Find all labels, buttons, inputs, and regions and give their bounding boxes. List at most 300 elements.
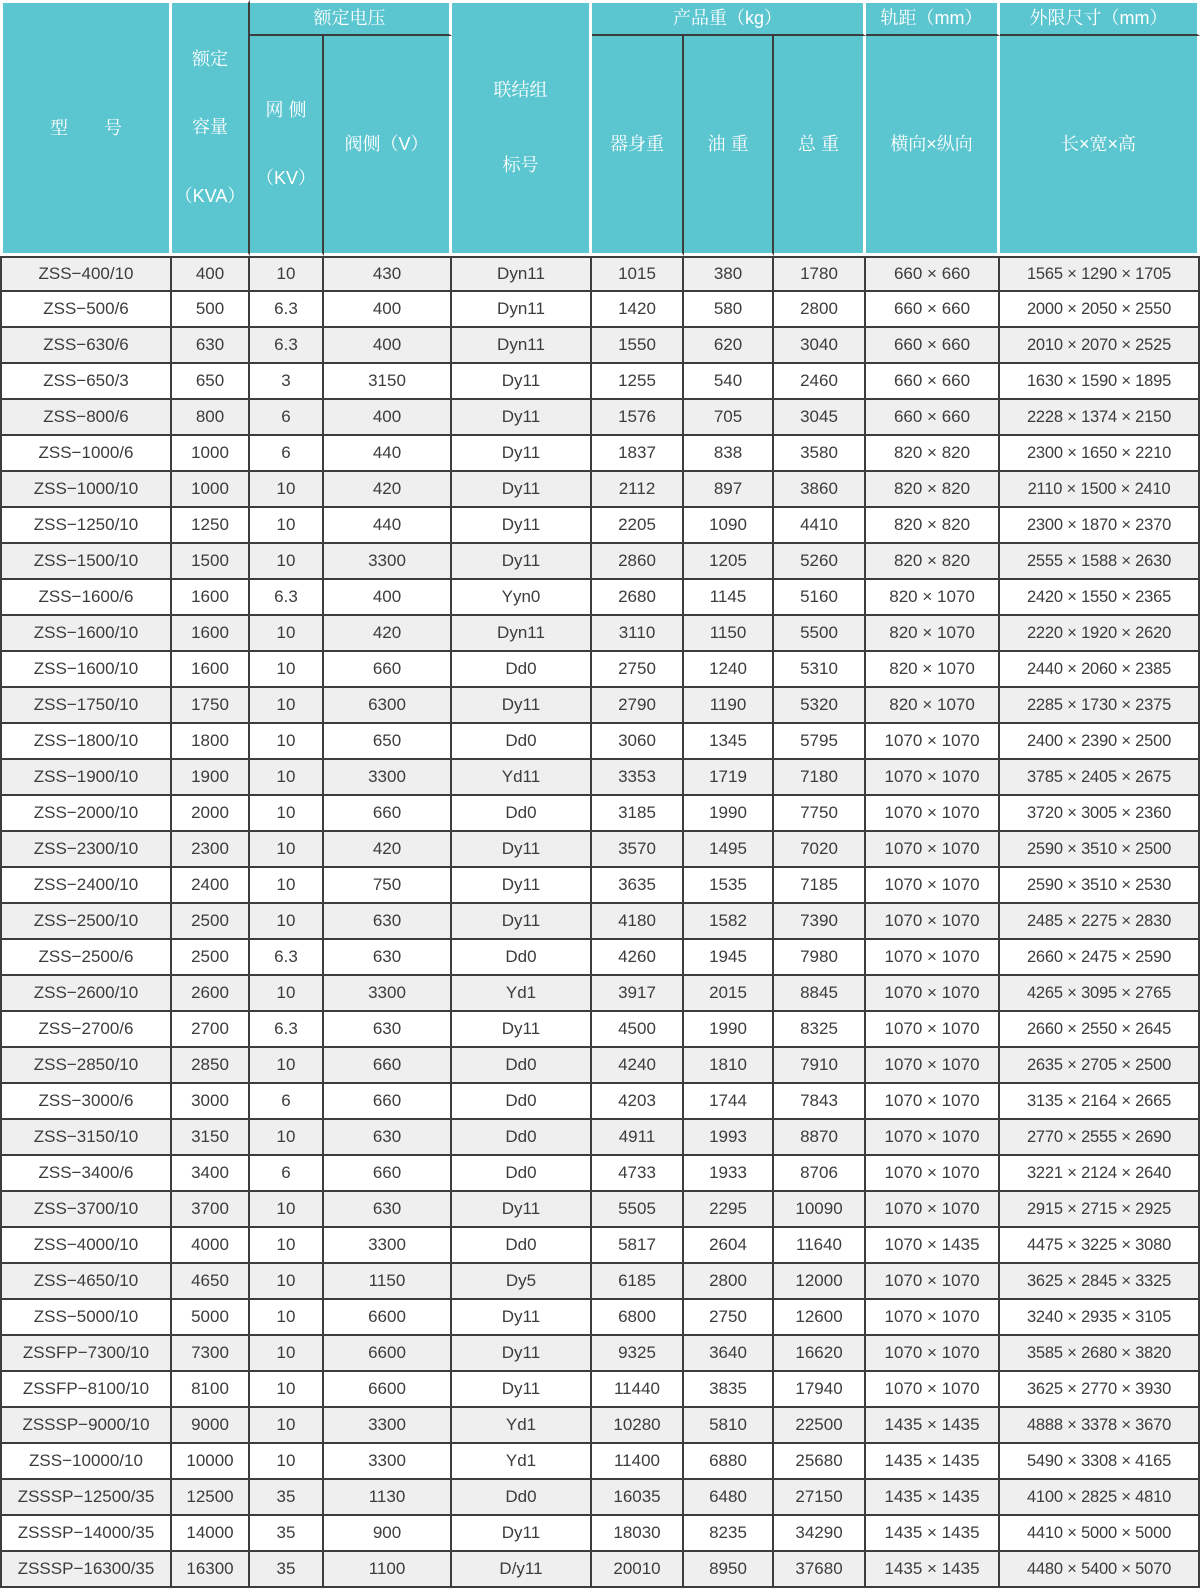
cell-connection-group: D/y11	[452, 1552, 592, 1588]
cell-valve-side-v: 6300	[324, 688, 452, 724]
cell-total-weight: 5310	[774, 652, 866, 688]
cell-outline-dimensions: 4888 × 3378 × 3670	[1000, 1408, 1200, 1444]
cell-valve-side-v: 3150	[324, 364, 452, 400]
cell-outline-dimensions: 4410 × 5000 × 5000	[1000, 1516, 1200, 1552]
cell-valve-side-v: 400	[324, 580, 452, 616]
cell-grid-side-kv: 6.3	[250, 580, 324, 616]
cell-oil-weight: 1495	[684, 832, 774, 868]
cell-connection-group: Dd0	[452, 1084, 592, 1120]
cell-model: ZSS−1600/10	[0, 616, 172, 652]
cell-model: ZSS−5000/10	[0, 1300, 172, 1336]
cell-oil-weight: 1582	[684, 904, 774, 940]
cell-rated-capacity: 500	[172, 292, 250, 328]
cell-rated-capacity: 4650	[172, 1264, 250, 1300]
cell-outline-dimensions: 3240 × 2935 × 3105	[1000, 1300, 1200, 1336]
cell-total-weight: 3860	[774, 472, 866, 508]
cell-connection-group: Dy11	[452, 904, 592, 940]
cell-outline-dimensions: 2300 × 1650 × 2210	[1000, 436, 1200, 472]
cell-rated-capacity: 1000	[172, 472, 250, 508]
cell-model: ZSS−3000/6	[0, 1084, 172, 1120]
cell-oil-weight: 1150	[684, 616, 774, 652]
cell-model: ZSS−1000/10	[0, 472, 172, 508]
cell-rated-capacity: 2600	[172, 976, 250, 1012]
cell-outline-dimensions: 2660 × 2475 × 2590	[1000, 940, 1200, 976]
cell-track-gauge: 660 × 660	[866, 292, 1000, 328]
table-row	[0, 292, 1200, 328]
cell-rated-capacity: 1750	[172, 688, 250, 724]
cell-track-gauge: 820 × 820	[866, 544, 1000, 580]
cell-track-gauge: 1435 × 1435	[866, 1408, 1000, 1444]
table-row	[0, 508, 1200, 544]
cell-grid-side-kv: 10	[250, 688, 324, 724]
cell-model: ZSS−1250/10	[0, 508, 172, 544]
cell-valve-side-v: 650	[324, 724, 452, 760]
cell-outline-dimensions: 2220 × 1920 × 2620	[1000, 616, 1200, 652]
cell-valve-side-v: 3300	[324, 760, 452, 796]
cell-track-gauge: 1070 × 1070	[866, 1120, 1000, 1156]
cell-oil-weight: 2750	[684, 1300, 774, 1336]
cell-valve-side-v: 750	[324, 868, 452, 904]
cell-total-weight: 17940	[774, 1372, 866, 1408]
cell-connection-group: Dy11	[452, 400, 592, 436]
cell-track-gauge: 1435 × 1435	[866, 1516, 1000, 1552]
table-row	[0, 1012, 1200, 1048]
cell-outline-dimensions: 2590 × 3510 × 2500	[1000, 832, 1200, 868]
cell-connection-group: Dy11	[452, 1372, 592, 1408]
cell-grid-side-kv: 6	[250, 1156, 324, 1192]
cell-model: ZSS−800/6	[0, 400, 172, 436]
cell-rated-capacity: 3000	[172, 1084, 250, 1120]
cell-model: ZSS−2700/6	[0, 1012, 172, 1048]
cell-valve-side-v: 420	[324, 616, 452, 652]
cell-grid-side-kv: 6.3	[250, 940, 324, 976]
cell-rated-capacity: 400	[172, 256, 250, 292]
cell-connection-group: Dy11	[452, 364, 592, 400]
cell-oil-weight: 1205	[684, 544, 774, 580]
table-row	[0, 1372, 1200, 1408]
header-gauge-sub: 横向×纵向	[866, 36, 1000, 256]
cell-connection-group: Dy11	[452, 832, 592, 868]
cell-rated-capacity: 1900	[172, 760, 250, 796]
cell-rated-capacity: 5000	[172, 1300, 250, 1336]
cell-rated-capacity: 2500	[172, 940, 250, 976]
cell-rated-capacity: 1250	[172, 508, 250, 544]
cell-total-weight: 16620	[774, 1336, 866, 1372]
cell-model: ZSS−1900/10	[0, 760, 172, 796]
cell-body-weight: 18030	[592, 1516, 684, 1552]
cell-body-weight: 2860	[592, 544, 684, 580]
cell-oil-weight: 1190	[684, 688, 774, 724]
cell-rated-capacity: 9000	[172, 1408, 250, 1444]
cell-connection-group: Dd0	[452, 724, 592, 760]
cell-model: ZSS−500/6	[0, 292, 172, 328]
table-row	[0, 400, 1200, 436]
cell-valve-side-v: 630	[324, 1012, 452, 1048]
cell-connection-group: Yd11	[452, 760, 592, 796]
header-total-weight: 总 重	[774, 36, 866, 256]
cell-model: ZSS−1800/10	[0, 724, 172, 760]
cell-outline-dimensions: 2440 × 2060 × 2385	[1000, 652, 1200, 688]
cell-connection-group: Dy5	[452, 1264, 592, 1300]
cell-outline-dimensions: 4480 × 5400 × 5070	[1000, 1552, 1200, 1588]
header-track-gauge-group: 轨距（mm）	[866, 0, 1000, 36]
cell-outline-dimensions: 4475 × 3225 × 3080	[1000, 1228, 1200, 1264]
cell-model: ZSSSP−14000/35	[0, 1516, 172, 1552]
header-connection-line1: 联结组	[493, 80, 548, 101]
cell-valve-side-v: 400	[324, 400, 452, 436]
cell-track-gauge: 820 × 1070	[866, 616, 1000, 652]
cell-track-gauge: 1070 × 1070	[866, 1012, 1000, 1048]
cell-total-weight: 7390	[774, 904, 866, 940]
cell-track-gauge: 1070 × 1070	[866, 868, 1000, 904]
table-row	[0, 1156, 1200, 1192]
cell-track-gauge: 1070 × 1070	[866, 1156, 1000, 1192]
table-row	[0, 976, 1200, 1012]
header-rated-capacity-line1: 额定	[192, 49, 228, 69]
cell-track-gauge: 1070 × 1070	[866, 1264, 1000, 1300]
cell-model: ZSS−2850/10	[0, 1048, 172, 1084]
cell-grid-side-kv: 10	[250, 1372, 324, 1408]
cell-outline-dimensions: 2400 × 2390 × 2500	[1000, 724, 1200, 760]
cell-body-weight: 5505	[592, 1192, 684, 1228]
cell-model: ZSS−3150/10	[0, 1120, 172, 1156]
cell-total-weight: 5260	[774, 544, 866, 580]
cell-valve-side-v: 630	[324, 940, 452, 976]
cell-rated-capacity: 2400	[172, 868, 250, 904]
cell-outline-dimensions: 1565 × 1290 × 1705	[1000, 256, 1200, 292]
cell-oil-weight: 6880	[684, 1444, 774, 1480]
table-row	[0, 436, 1200, 472]
table-row	[0, 328, 1200, 364]
cell-oil-weight: 1535	[684, 868, 774, 904]
cell-body-weight: 10280	[592, 1408, 684, 1444]
cell-connection-group: Dy11	[452, 868, 592, 904]
cell-valve-side-v: 630	[324, 904, 452, 940]
cell-valve-side-v: 6600	[324, 1336, 452, 1372]
cell-total-weight: 10090	[774, 1192, 866, 1228]
cell-connection-group: Dy11	[452, 472, 592, 508]
cell-valve-side-v: 660	[324, 1048, 452, 1084]
cell-rated-capacity: 3400	[172, 1156, 250, 1192]
cell-body-weight: 4260	[592, 940, 684, 976]
cell-model: ZSS−2400/10	[0, 868, 172, 904]
cell-body-weight: 6185	[592, 1264, 684, 1300]
cell-track-gauge: 1070 × 1070	[866, 976, 1000, 1012]
cell-track-gauge: 820 × 1070	[866, 652, 1000, 688]
cell-connection-group: Dd0	[452, 652, 592, 688]
cell-total-weight: 37680	[774, 1552, 866, 1588]
cell-oil-weight: 5810	[684, 1408, 774, 1444]
cell-rated-capacity: 2850	[172, 1048, 250, 1084]
cell-rated-capacity: 1000	[172, 436, 250, 472]
cell-connection-group: Dyn11	[452, 328, 592, 364]
cell-outline-dimensions: 2635 × 2705 × 2500	[1000, 1048, 1200, 1084]
cell-track-gauge: 660 × 660	[866, 256, 1000, 292]
cell-valve-side-v: 660	[324, 1084, 452, 1120]
cell-connection-group: Dyn11	[452, 292, 592, 328]
cell-rated-capacity: 16300	[172, 1552, 250, 1588]
cell-connection-group: Dy11	[452, 688, 592, 724]
cell-total-weight: 3580	[774, 436, 866, 472]
cell-body-weight: 4733	[592, 1156, 684, 1192]
cell-track-gauge: 1070 × 1070	[866, 940, 1000, 976]
cell-outline-dimensions: 5490 × 3308 × 4165	[1000, 1444, 1200, 1480]
cell-rated-capacity: 2700	[172, 1012, 250, 1048]
cell-total-weight: 27150	[774, 1480, 866, 1516]
cell-total-weight: 5320	[774, 688, 866, 724]
cell-grid-side-kv: 10	[250, 256, 324, 292]
cell-oil-weight: 1744	[684, 1084, 774, 1120]
cell-total-weight: 7185	[774, 868, 866, 904]
cell-model: ZSS−400/10	[0, 256, 172, 292]
table-row	[0, 1084, 1200, 1120]
cell-body-weight: 3060	[592, 724, 684, 760]
header-connection-line2: 标号	[502, 154, 539, 175]
cell-total-weight: 7980	[774, 940, 866, 976]
cell-grid-side-kv: 10	[250, 652, 324, 688]
cell-model: ZSS−1600/6	[0, 580, 172, 616]
cell-grid-side-kv: 10	[250, 1444, 324, 1480]
cell-body-weight: 9325	[592, 1336, 684, 1372]
header-model: 型 号	[0, 0, 172, 256]
cell-outline-dimensions: 3135 × 2164 × 2665	[1000, 1084, 1200, 1120]
cell-connection-group: Dy11	[452, 1516, 592, 1552]
cell-oil-weight: 838	[684, 436, 774, 472]
cell-rated-capacity: 1800	[172, 724, 250, 760]
table-row	[0, 724, 1200, 760]
cell-oil-weight: 705	[684, 400, 774, 436]
cell-oil-weight: 2800	[684, 1264, 774, 1300]
cell-outline-dimensions: 2010 × 2070 × 2525	[1000, 328, 1200, 364]
cell-valve-side-v: 900	[324, 1516, 452, 1552]
header-grid-side-line1: 网 侧	[265, 99, 307, 120]
cell-grid-side-kv: 6	[250, 1084, 324, 1120]
cell-connection-group: Dy11	[452, 1336, 592, 1372]
cell-connection-group: Dd0	[452, 940, 592, 976]
table-row	[0, 940, 1200, 976]
cell-body-weight: 20010	[592, 1552, 684, 1588]
cell-total-weight: 3040	[774, 328, 866, 364]
cell-connection-group: Dyn11	[452, 616, 592, 652]
cell-connection-group: Dyn11	[452, 256, 592, 292]
cell-outline-dimensions: 2660 × 2550 × 2645	[1000, 1012, 1200, 1048]
cell-valve-side-v: 420	[324, 472, 452, 508]
cell-model: ZSSFP−7300/10	[0, 1336, 172, 1372]
cell-total-weight: 34290	[774, 1516, 866, 1552]
table-row	[0, 616, 1200, 652]
cell-body-weight: 4500	[592, 1012, 684, 1048]
cell-model: ZSS−630/6	[0, 328, 172, 364]
cell-outline-dimensions: 3585 × 2680 × 3820	[1000, 1336, 1200, 1372]
cell-body-weight: 3570	[592, 832, 684, 868]
cell-model: ZSSFP−8100/10	[0, 1372, 172, 1408]
cell-track-gauge: 1070 × 1070	[866, 1192, 1000, 1228]
cell-body-weight: 1837	[592, 436, 684, 472]
cell-body-weight: 4240	[592, 1048, 684, 1084]
cell-body-weight: 3917	[592, 976, 684, 1012]
cell-body-weight: 2112	[592, 472, 684, 508]
cell-total-weight: 8706	[774, 1156, 866, 1192]
cell-rated-capacity: 650	[172, 364, 250, 400]
table-row	[0, 1480, 1200, 1516]
cell-track-gauge: 820 × 820	[866, 472, 1000, 508]
cell-oil-weight: 2604	[684, 1228, 774, 1264]
cell-total-weight: 25680	[774, 1444, 866, 1480]
cell-grid-side-kv: 6.3	[250, 328, 324, 364]
cell-total-weight: 22500	[774, 1408, 866, 1444]
header-outline-dims-group: 外限尺寸（mm）	[1000, 0, 1200, 36]
cell-track-gauge: 1070 × 1070	[866, 1372, 1000, 1408]
cell-rated-capacity: 4000	[172, 1228, 250, 1264]
cell-rated-capacity: 1600	[172, 580, 250, 616]
cell-rated-capacity: 2300	[172, 832, 250, 868]
cell-valve-side-v: 660	[324, 1156, 452, 1192]
cell-oil-weight: 1145	[684, 580, 774, 616]
cell-rated-capacity: 1500	[172, 544, 250, 580]
cell-grid-side-kv: 10	[250, 1120, 324, 1156]
cell-rated-capacity: 2500	[172, 904, 250, 940]
cell-rated-capacity: 14000	[172, 1516, 250, 1552]
cell-valve-side-v: 440	[324, 436, 452, 472]
table-row	[0, 544, 1200, 580]
header-dims-sub: 长×宽×高	[1000, 36, 1200, 256]
table-row	[0, 256, 1200, 292]
cell-track-gauge: 820 × 1070	[866, 580, 1000, 616]
cell-rated-capacity: 800	[172, 400, 250, 436]
cell-outline-dimensions: 2770 × 2555 × 2690	[1000, 1120, 1200, 1156]
cell-oil-weight: 1090	[684, 508, 774, 544]
cell-body-weight: 3635	[592, 868, 684, 904]
cell-rated-capacity: 3700	[172, 1192, 250, 1228]
cell-outline-dimensions: 2555 × 1588 × 2630	[1000, 544, 1200, 580]
cell-valve-side-v: 3300	[324, 976, 452, 1012]
header-product-weight-group: 产品重（kg）	[592, 0, 866, 36]
cell-grid-side-kv: 3	[250, 364, 324, 400]
table-row	[0, 688, 1200, 724]
cell-valve-side-v: 3300	[324, 1444, 452, 1480]
cell-total-weight: 8845	[774, 976, 866, 1012]
cell-total-weight: 7843	[774, 1084, 866, 1120]
table-row	[0, 472, 1200, 508]
cell-grid-side-kv: 10	[250, 976, 324, 1012]
cell-model: ZSS−1000/6	[0, 436, 172, 472]
cell-oil-weight: 1240	[684, 652, 774, 688]
cell-connection-group: Dy11	[452, 1012, 592, 1048]
cell-outline-dimensions: 3221 × 2124 × 2640	[1000, 1156, 1200, 1192]
cell-track-gauge: 1070 × 1070	[866, 1048, 1000, 1084]
cell-track-gauge: 820 × 820	[866, 508, 1000, 544]
cell-grid-side-kv: 10	[250, 544, 324, 580]
cell-body-weight: 3110	[592, 616, 684, 652]
cell-valve-side-v: 1130	[324, 1480, 452, 1516]
cell-oil-weight: 1990	[684, 1012, 774, 1048]
cell-grid-side-kv: 6	[250, 436, 324, 472]
cell-outline-dimensions: 2420 × 1550 × 2365	[1000, 580, 1200, 616]
cell-grid-side-kv: 35	[250, 1480, 324, 1516]
header-row-groups	[0, 0, 1200, 36]
cell-connection-group: Dy11	[452, 508, 592, 544]
cell-outline-dimensions: 3625 × 2770 × 3930	[1000, 1372, 1200, 1408]
header-rated-voltage-group: 额定电压	[250, 0, 452, 36]
cell-model: ZSS−2500/10	[0, 904, 172, 940]
cell-total-weight: 5160	[774, 580, 866, 616]
cell-track-gauge: 1070 × 1435	[866, 1228, 1000, 1264]
cell-oil-weight: 1933	[684, 1156, 774, 1192]
cell-track-gauge: 820 × 820	[866, 436, 1000, 472]
cell-body-weight: 3353	[592, 760, 684, 796]
cell-oil-weight: 1945	[684, 940, 774, 976]
cell-track-gauge: 660 × 660	[866, 364, 1000, 400]
cell-total-weight: 11640	[774, 1228, 866, 1264]
cell-model: ZSS−10000/10	[0, 1444, 172, 1480]
cell-body-weight: 2750	[592, 652, 684, 688]
cell-connection-group: Yd1	[452, 976, 592, 1012]
header-body-weight: 器身重	[592, 36, 684, 256]
cell-body-weight: 2680	[592, 580, 684, 616]
cell-valve-side-v: 400	[324, 328, 452, 364]
cell-outline-dimensions: 3720 × 3005 × 2360	[1000, 796, 1200, 832]
cell-body-weight: 11440	[592, 1372, 684, 1408]
cell-rated-capacity: 7300	[172, 1336, 250, 1372]
cell-rated-capacity: 2000	[172, 796, 250, 832]
cell-total-weight: 7020	[774, 832, 866, 868]
cell-connection-group: Dd0	[452, 796, 592, 832]
table-row	[0, 868, 1200, 904]
cell-outline-dimensions: 2000 × 2050 × 2550	[1000, 292, 1200, 328]
cell-oil-weight: 380	[684, 256, 774, 292]
cell-track-gauge: 1070 × 1070	[866, 1084, 1000, 1120]
cell-connection-group: Dd0	[452, 1156, 592, 1192]
cell-outline-dimensions: 2110 × 1500 × 2410	[1000, 472, 1200, 508]
cell-connection-group: Dy11	[452, 544, 592, 580]
cell-model: ZSSSP−16300/35	[0, 1552, 172, 1588]
cell-rated-capacity: 630	[172, 328, 250, 364]
cell-valve-side-v: 630	[324, 1120, 452, 1156]
cell-total-weight: 5795	[774, 724, 866, 760]
table-row	[0, 1408, 1200, 1444]
header-rated-capacity-line3: （KVA）	[174, 185, 246, 206]
cell-track-gauge: 1070 × 1070	[866, 724, 1000, 760]
cell-body-weight: 1015	[592, 256, 684, 292]
cell-grid-side-kv: 10	[250, 868, 324, 904]
cell-oil-weight: 2295	[684, 1192, 774, 1228]
cell-grid-side-kv: 10	[250, 1192, 324, 1228]
table-row	[0, 1300, 1200, 1336]
cell-connection-group: Dy11	[452, 1192, 592, 1228]
cell-track-gauge: 1435 × 1435	[866, 1552, 1000, 1588]
cell-oil-weight: 1990	[684, 796, 774, 832]
table-row	[0, 1120, 1200, 1156]
cell-model: ZSS−650/3	[0, 364, 172, 400]
cell-track-gauge: 1070 × 1070	[866, 1300, 1000, 1336]
cell-outline-dimensions: 2300 × 1870 × 2370	[1000, 508, 1200, 544]
cell-model: ZSS−1500/10	[0, 544, 172, 580]
cell-connection-group: Dd0	[452, 1048, 592, 1084]
cell-outline-dimensions: 4100 × 2825 × 4810	[1000, 1480, 1200, 1516]
cell-total-weight: 4410	[774, 508, 866, 544]
header-rated-capacity-line2: 容量	[192, 117, 228, 138]
cell-track-gauge: 1070 × 1070	[866, 904, 1000, 940]
cell-rated-capacity: 12500	[172, 1480, 250, 1516]
cell-body-weight: 4180	[592, 904, 684, 940]
cell-track-gauge: 1070 × 1070	[866, 832, 1000, 868]
cell-outline-dimensions: 2228 × 1374 × 2150	[1000, 400, 1200, 436]
cell-track-gauge: 660 × 660	[866, 328, 1000, 364]
cell-grid-side-kv: 10	[250, 616, 324, 652]
cell-valve-side-v: 420	[324, 832, 452, 868]
cell-oil-weight: 580	[684, 292, 774, 328]
table-row	[0, 1264, 1200, 1300]
